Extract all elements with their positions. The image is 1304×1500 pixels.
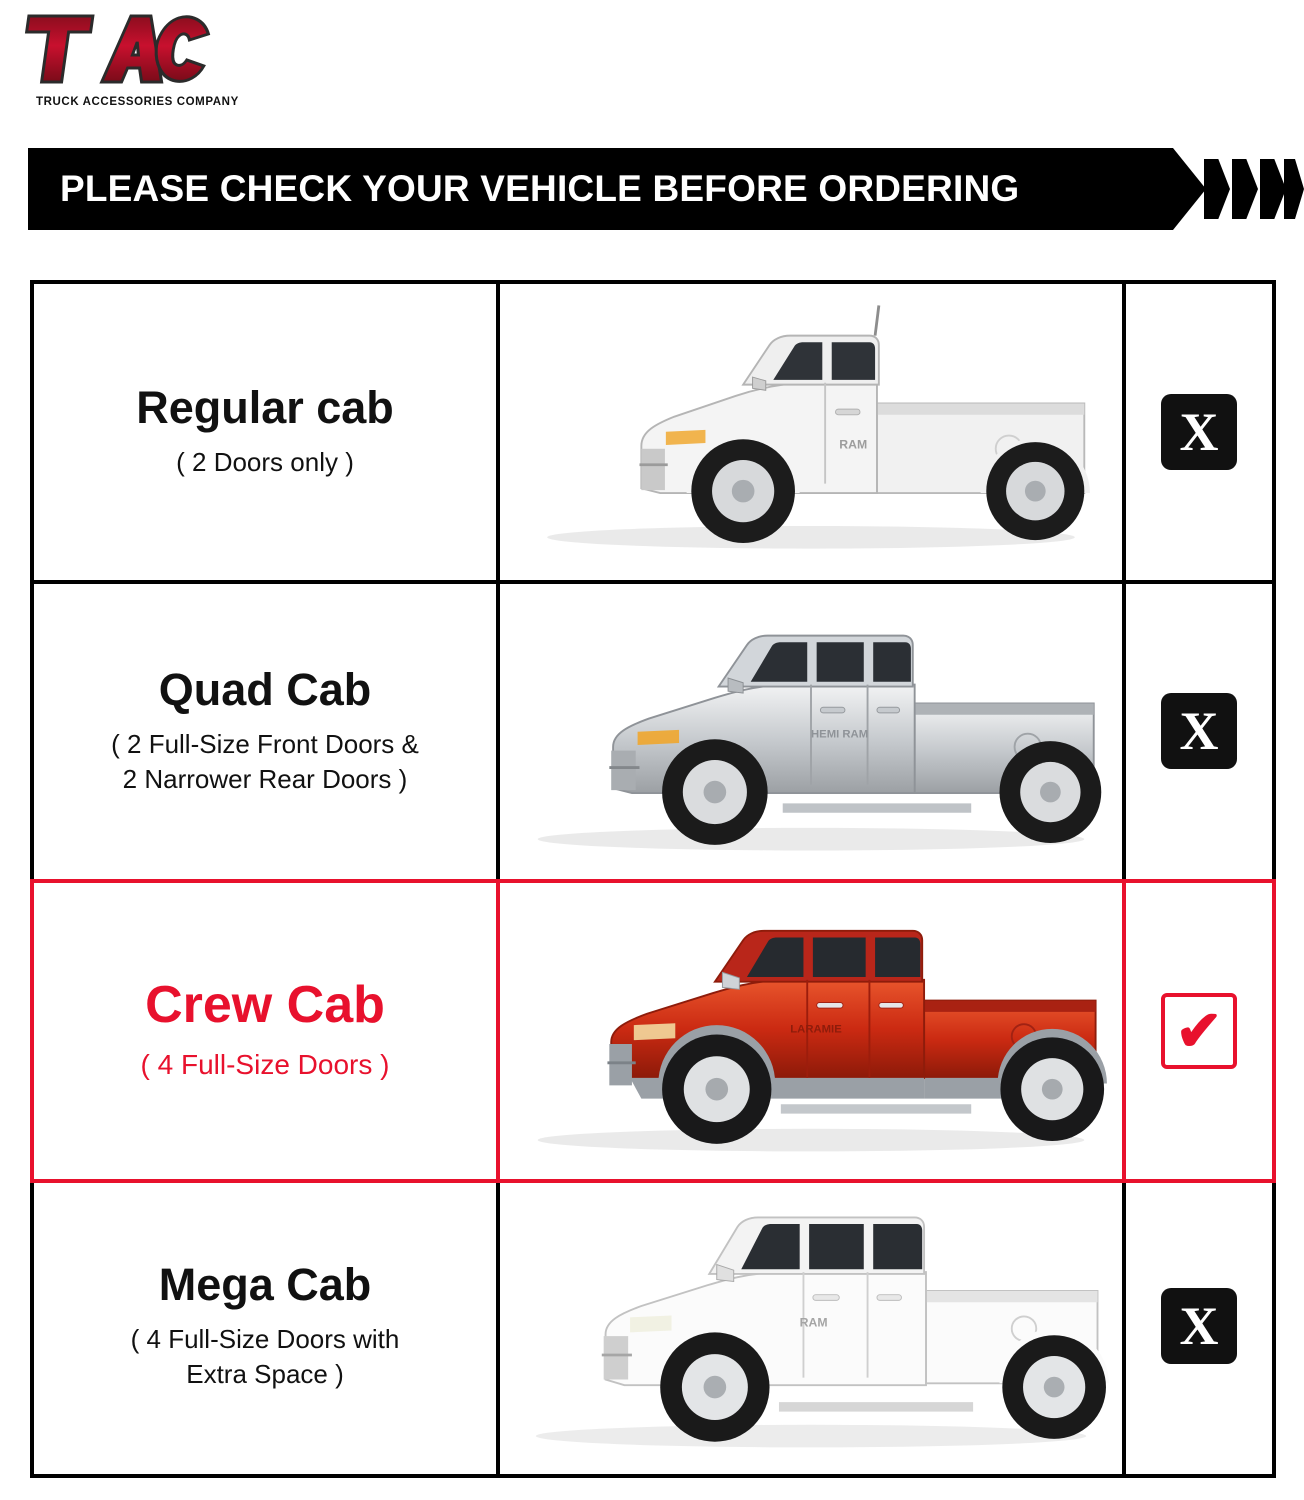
brand-logo xyxy=(16,8,239,120)
cab-label-cell xyxy=(34,1179,500,1475)
status-badge: X xyxy=(1161,1288,1237,1364)
table-row-selected xyxy=(30,879,1276,1183)
banner-headline: PLEASE CHECK YOUR VEHICLE BEFORE ORDERING xyxy=(60,168,1020,209)
cab-title: Regular cab xyxy=(136,382,394,434)
cab-label-cell xyxy=(34,883,500,1179)
banner xyxy=(28,148,1276,230)
chevron-right-icon xyxy=(1232,159,1258,219)
table-row xyxy=(34,1179,1272,1475)
cab-label-cell xyxy=(34,584,500,880)
cab-subtitle-line: ( 4 Full-Size Doors with xyxy=(130,1323,400,1354)
cab-title: Mega Cab xyxy=(158,1259,372,1311)
quad-cab-truck-icon xyxy=(500,584,1122,880)
cab-subtitle-line: 2 Narrower Rear Doors ) xyxy=(122,764,408,794)
table-row xyxy=(34,584,1272,884)
cab-label-cell xyxy=(34,284,500,580)
svg-text:LARAMIE: LARAMIE xyxy=(790,1023,842,1036)
svg-text:HEMI RAM: HEMI RAM xyxy=(811,727,869,740)
chevron-right-icon xyxy=(1284,159,1304,219)
status-badge: X xyxy=(1161,693,1237,769)
cab-image-cell xyxy=(500,284,1126,580)
regular-cab-truck-icon xyxy=(500,284,1122,580)
cab-mark-cell xyxy=(1126,1179,1272,1475)
logo-mark-icon xyxy=(16,8,216,90)
table-row xyxy=(34,284,1272,584)
cab-subtitle-line: ( 4 Full-Size Doors ) xyxy=(140,1049,390,1081)
chevron-right-icon xyxy=(1260,159,1286,219)
brand-tagline: TRUCK ACCESSORIES COMPANY xyxy=(36,96,239,108)
chevron-right-icon xyxy=(1204,159,1230,219)
cab-mark-cell xyxy=(1126,883,1272,1179)
svg-text:RAM: RAM xyxy=(839,437,868,452)
status-badge-selected: ✔ xyxy=(1161,993,1237,1069)
cab-comparison-table xyxy=(30,280,1276,1478)
cab-title: Crew Cab xyxy=(145,976,385,1035)
cab-image-cell xyxy=(500,584,1126,880)
cab-title: Quad Cab xyxy=(158,664,372,716)
mega-cab-truck-icon xyxy=(500,1179,1122,1475)
cab-image-cell xyxy=(500,883,1126,1179)
svg-text:RAM: RAM xyxy=(799,1315,828,1330)
crew-cab-truck-icon xyxy=(500,883,1122,1179)
cab-mark-cell xyxy=(1126,584,1272,880)
cab-subtitle-line: Extra Space ) xyxy=(186,1359,344,1389)
cab-subtitle-line: ( 2 Doors only ) xyxy=(176,446,354,477)
cab-subtitle-line: ( 2 Full-Size Front Doors & xyxy=(111,728,419,759)
status-badge: X xyxy=(1161,394,1237,470)
cab-mark-cell xyxy=(1126,284,1272,580)
cab-image-cell xyxy=(500,1179,1126,1475)
banner-arrow-head-icon xyxy=(1146,148,1206,230)
